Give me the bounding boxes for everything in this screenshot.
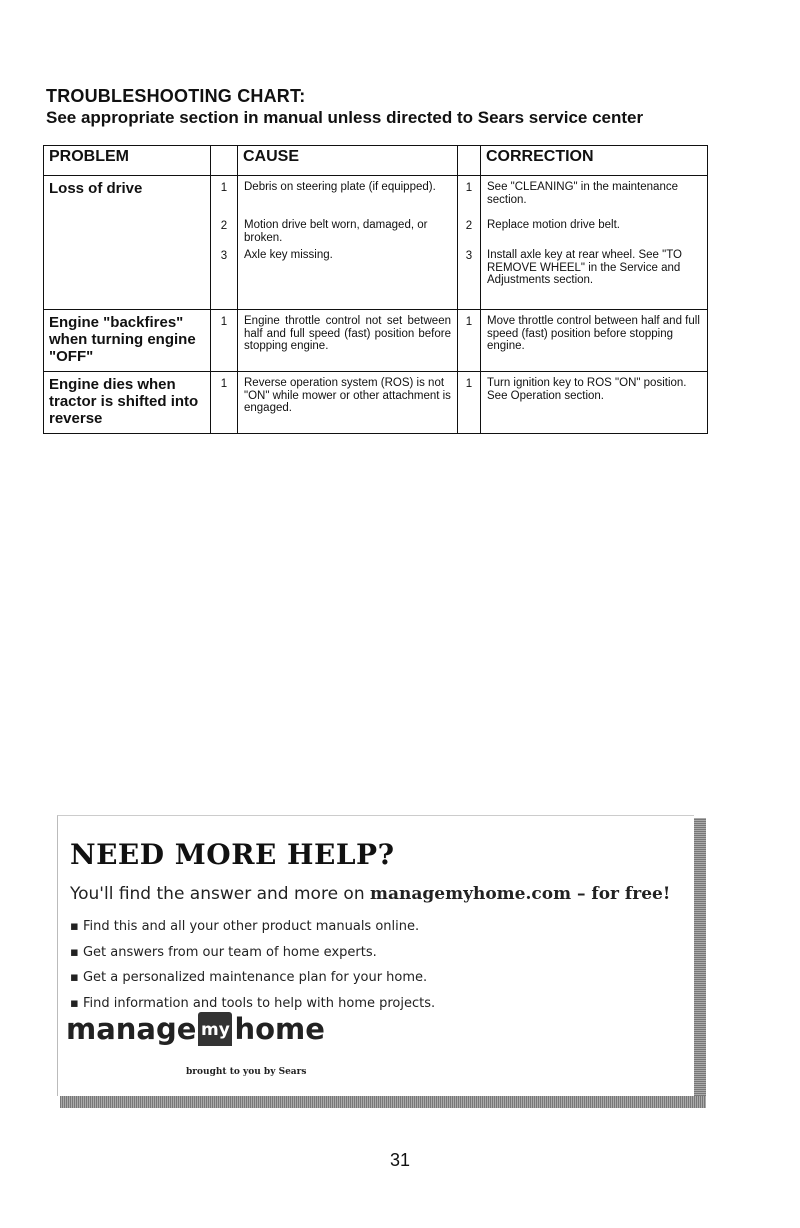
correction-text: Install axle key at rear wheel. See "TO REMOVE WHEEL" in the Service and Adjustments section. (487, 249, 682, 286)
chart-title: TROUBLESHOOTING CHART: (46, 86, 306, 106)
page-number: 31 (389, 1150, 411, 1170)
website-link[interactable]: managemyhome.com (370, 884, 572, 904)
cause-text: Motion drive belt worn, damaged, or broken. (244, 219, 428, 244)
list-item: ▪ Get a personalized maintenance plan for your home. (70, 970, 428, 985)
logo-text-left: manage (66, 1012, 197, 1046)
cause-text: Engine throttle control not set between half and full speed (fast) position before stopping engine. (238, 310, 458, 372)
problem-cell: Engine "backfires" when turning engine "OFF" (44, 310, 211, 372)
header-problem: PROBLEM (44, 146, 211, 176)
correction-text: Replace motion drive belt. (487, 219, 620, 231)
cause-number: 1 (220, 182, 228, 194)
correction-number: 1 (465, 182, 473, 194)
correction-number: 1 (458, 372, 481, 434)
cause-number-cell (211, 176, 238, 310)
cause-cell (238, 176, 458, 310)
table-row (44, 310, 708, 372)
bullet-text: Find this and all your other product manuals online. (82, 919, 420, 934)
help-bullet-list (70, 914, 435, 1016)
need-more-help-box (57, 815, 694, 1096)
box-shadow-bottom (60, 1096, 706, 1108)
correction-number: 3 (465, 250, 473, 262)
help-subtitle (70, 884, 670, 904)
correction-cell (481, 176, 708, 310)
bullet-text: Get a personalized maintenance plan for your home. (82, 970, 428, 985)
chart-heading (46, 86, 746, 128)
bullet-text: Find information and tools to help with home projects. (82, 995, 436, 1011)
table-row (44, 176, 708, 310)
logo-byline: brought to you by Sears (186, 1067, 307, 1077)
table-header-row (44, 146, 708, 176)
cause-number: 1 (211, 310, 238, 372)
correction-text: See "CLEANING" in the maintenance section. (487, 181, 678, 206)
help-subtitle-text: You'll find the answer and more on (70, 884, 371, 904)
cause-number: 3 (220, 250, 228, 262)
correction-number-cell (458, 176, 481, 310)
chart-subtitle: See appropriate section in manual unless directed to Sears service center (46, 108, 644, 127)
help-title: NEED MORE HELP? (70, 838, 395, 871)
help-subtitle-free: – for free! (571, 884, 671, 904)
problem-cell: Engine dies when tractor is shifted into reverse (44, 372, 211, 434)
bullet-text: Get answers from our team of home experts. (82, 944, 377, 960)
cause-number: 2 (220, 220, 228, 232)
managemyhome-logo (66, 1012, 325, 1046)
cause-text: Axle key missing. (244, 249, 333, 261)
cause-text: Reverse operation system (ROS) is not "ON" while mower or other attachment is engaged. (238, 372, 458, 434)
logo-text-right: home (234, 1012, 325, 1046)
list-item: ▪ Get answers from our team of home experts. (70, 944, 377, 960)
problem-cell: Loss of drive (44, 176, 211, 310)
header-spacer (211, 146, 238, 176)
cause-text: Debris on steering plate (if equipped). (244, 181, 436, 193)
header-correction: CORRECTION (481, 146, 708, 176)
correction-number: 1 (458, 310, 481, 372)
list-item: ▪ Find information and tools to help with home projects. (70, 995, 436, 1011)
correction-text: Turn ignition key to ROS "ON" position. See Operation section. (481, 372, 708, 434)
logo-my-badge: my (198, 1012, 232, 1046)
correction-text: Move throttle control between half and full speed (fast) position before stopping engine. (481, 310, 708, 372)
cause-number: 1 (211, 372, 238, 434)
header-spacer (458, 146, 481, 176)
correction-number: 2 (465, 220, 473, 232)
box-shadow-right (694, 818, 706, 1108)
troubleshooting-table (43, 145, 708, 434)
list-item: ▪ Find this and all your other product manuals online. (70, 919, 420, 934)
header-cause: CAUSE (238, 146, 458, 176)
table-row (44, 372, 708, 434)
